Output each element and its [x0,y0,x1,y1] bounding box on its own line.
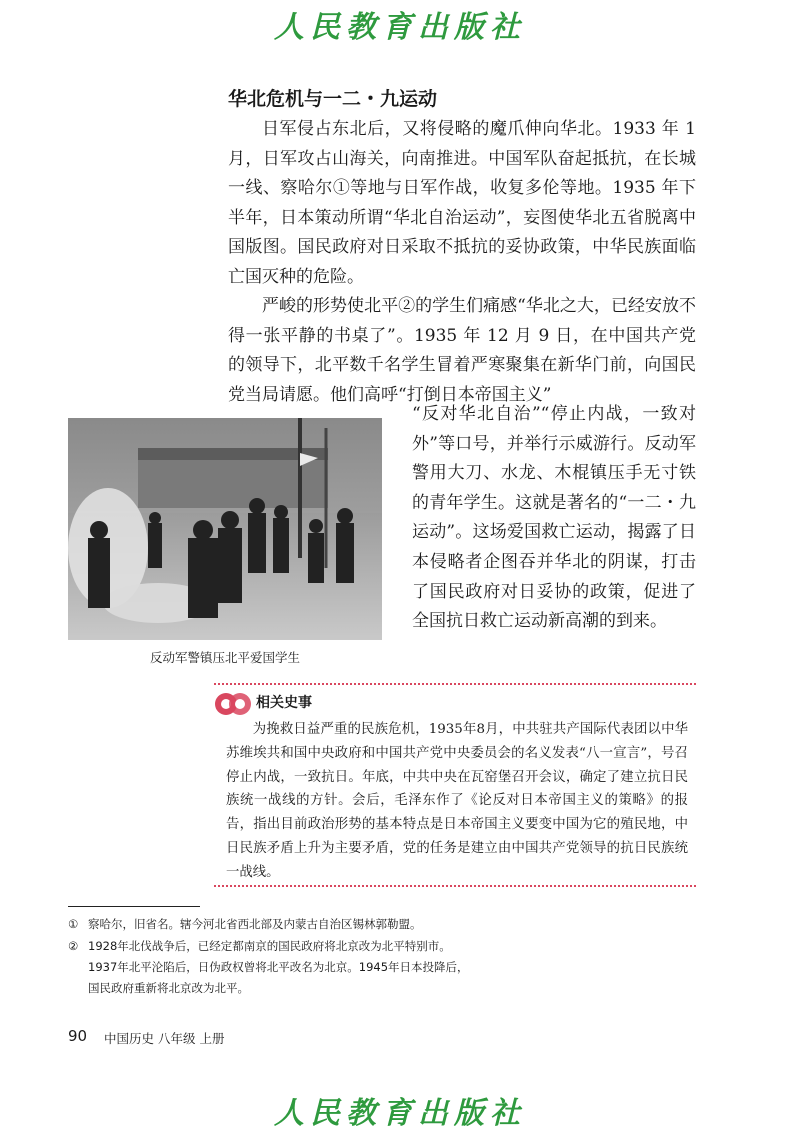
footnote-1-text: 察哈尔，旧省名。辖今河北省西北部及内蒙古自治区锡林郭勒盟。 [88,917,422,931]
section-title: 华北危机与一二・九运动 [228,88,438,110]
photo-caption: 反动军警镇压北平爱国学生 [149,650,300,665]
book-title: 中国历史 八年级 上册 [104,1031,225,1046]
body-paragraph-2-top [228,292,696,410]
page-number: 90 [68,1027,88,1045]
footnote-2-text: 1928年北伐战争后，已经定都南京的国民政府将北京改为北平特别市。 [88,939,451,953]
footnote-divider [68,906,200,907]
related-history-text: 为挽救日益严重的民族危机，1935年8月，中共驻共产国际代表团以中华苏维埃共和国中央政府和中国共产党中央委员会的名义发表“八一宣言”，号召停止内战，一致抗日。年底，中共中央在瓦窑堡召开会议，确定了建立抗日民族统一战线的方针。会后，毛泽东作了《论反对日本帝国主义的策略》的报告，指出目前政治形势的基本特点是日本帝国主义要变中国为它的殖民地，中日民族矛盾上升为主要矛盾，党的任务是建立由中国共产党领导的抗日民族统一战线。 [226,722,688,880]
sidebar-top-divider [214,683,696,685]
related-history-heading: 相关史事 [256,695,312,711]
footnote-2 [68,936,708,999]
paragraph-2-top-text: 严峻的形势使北平②的学生们痛感“华北之大，已经安放不得一张平静的书桌了”。1935 年 12 月 9 日，在中国共产党的领导下，北平数千名学生冒着严寒聚集在新华门前，向国民党当局请愿。他们高呼“打倒日本帝国主义” [228,296,696,405]
footnote-2-text-line-2: 1937年北平沦陷后，日伪政权曾将北平改名为北京。1945年日本投降后， [88,960,469,974]
related-history-icon [214,689,252,719]
protest-photo-illustration [68,418,382,640]
publisher-logo-bottom: 人民教育出版社 [274,1096,526,1131]
paragraph-2-side-text: “反对华北自治”“停止内战，一致对外”等口号，并举行示威游行。反动军警用大刀、水龙、木棍镇压手无寸铁的青年学生。这就是著名的“一二・九运动”。这场爱国救亡运动，揭露了日本侵略者企图吞并华北的阴谋，打击了国民政府对日妥协的政策，促进了全国抗日救亡运动新高潮的到来。 [412,404,696,632]
sidebar-bottom-divider [214,885,696,887]
footnote-1 [68,914,708,935]
paragraph-1-text: 日军侵占东北后，又将侵略的魔爪伸向华北。1933 年 1 月，日军攻占山海关，向南推进。中国军队奋起抵抗，在长城一线、察哈尔①等地与日军作战，收复多伦等地。1935 年下半年，日本策动所谓“华北自治运动”，妄图使华北五省脱离中国版图。国民政府对日采取不抵抗的妥协政策，中华民族面临亡国灭种的危险。 [228,119,696,287]
footnote-1-mark: ① [68,917,79,931]
body-paragraph-2-side [412,400,696,637]
body-paragraph-1 [228,115,696,293]
publisher-logo-top: 人民教育出版社 [274,10,526,45]
historical-photo [68,418,382,640]
footnote-2-mark: ② [68,939,79,953]
footnote-2-text-line-3: 国民政府重新将北京改为北平。 [88,981,249,995]
